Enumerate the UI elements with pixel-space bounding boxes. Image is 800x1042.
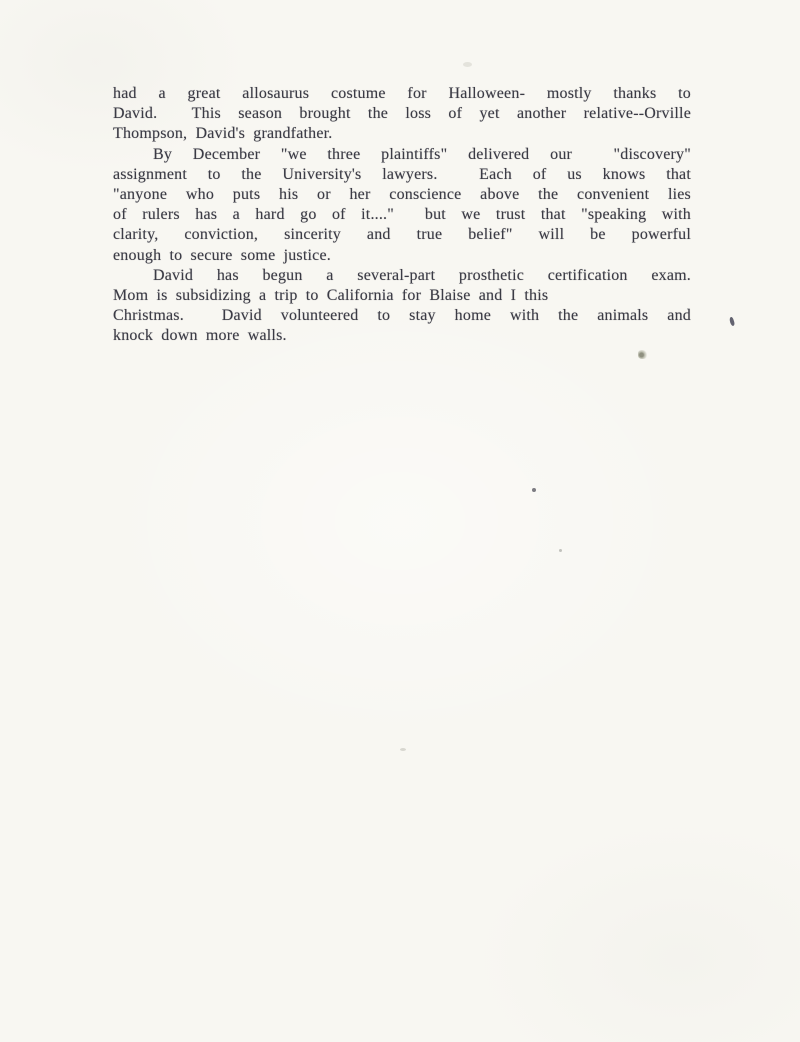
paragraph-2: [113, 145, 691, 266]
scan-speck: [638, 350, 648, 359]
text-line: Mom is subsidizing a trip to California for Blaise and I this: [113, 287, 549, 305]
text-line: David has begun a several-part prosthetic certification exam.: [153, 266, 691, 284]
scan-speck: [559, 549, 562, 552]
text-line: of rulers has a hard go of it...." but we trust that "speaking with: [113, 206, 691, 224]
scan-speck: [463, 62, 472, 67]
text-line: had a great allosaurus costume for Halloween- mostly thanks to: [113, 85, 691, 102]
text-line: assignment to the University's lawyers. Each of us knows that: [113, 165, 691, 183]
text-line: "anyone who puts his or her conscience above the convenient lies: [113, 186, 691, 204]
scan-speck: [532, 488, 536, 492]
text-line: David. This season brought the loss of yet another relative--Orville: [113, 105, 691, 123]
text-line: By December "we three plaintiffs" delivered our "discovery": [153, 145, 691, 163]
text-line: clarity, conviction, sincerity and true belief" will be powerful: [113, 226, 691, 244]
paragraph-1: [113, 84, 691, 145]
text-line: Thompson, David's grandfather.: [113, 125, 333, 143]
text-line: knock down more walls.: [113, 327, 287, 345]
letter-body: [113, 84, 691, 347]
paragraph-3: [113, 266, 691, 347]
text-line: Christmas. David volunteered to stay home with the animals and: [113, 307, 691, 325]
scan-speck: [729, 317, 736, 327]
scan-speck: [400, 748, 406, 751]
text-line: enough to secure some justice.: [113, 246, 331, 264]
